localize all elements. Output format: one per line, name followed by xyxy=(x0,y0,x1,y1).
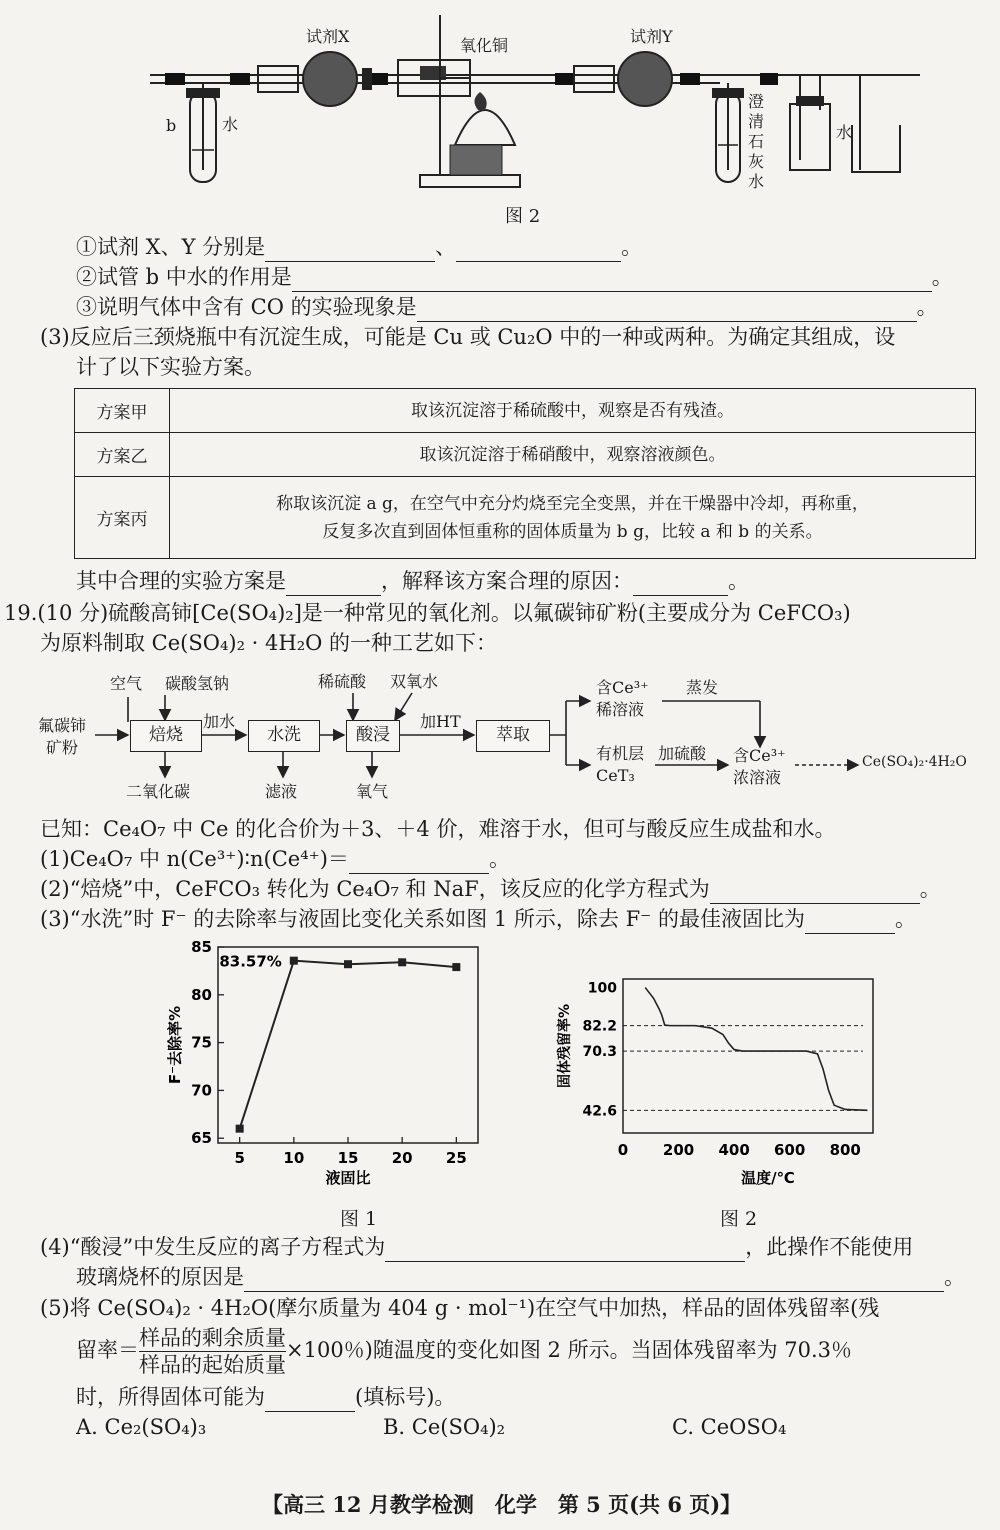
step-wash: 水洗 xyxy=(248,720,320,752)
plan-name: 方案乙 xyxy=(75,433,170,477)
label-add-h2so4: 加硫酸 xyxy=(658,744,707,763)
q19-p4-line2: 玻璃烧杯的原因是 。 xyxy=(76,1262,965,1292)
x-tick-label: 20 xyxy=(391,1149,413,1167)
label-add-water: 加水 xyxy=(203,712,236,731)
step-acid-leach: 酸浸 xyxy=(346,720,400,752)
q18-part3-line1: (3)反应后三颈烧瓶中有沉淀生成，可能是 Cu 或 Cu₂O 中的一种或两种。为确定其组成，设 xyxy=(40,325,896,349)
y-tick-label: 75 xyxy=(191,1033,212,1052)
label-dilute-ce: 含Ce³⁺ 稀溶液 xyxy=(596,678,649,719)
y-tick-label: 42.6 xyxy=(582,1103,617,1120)
q19-p3: (3)“水洗”时 F⁻ 的去除率与液固比变化关系如图 1 所示，除去 F⁻ 的最佳液固比为 。 xyxy=(40,904,916,934)
label-nahco3: 碳酸氢钠 xyxy=(165,674,230,693)
x-tick-label: 600 xyxy=(774,1141,806,1159)
y-tick-label: 85 xyxy=(191,938,212,956)
option-a: A. Ce₂(SO₄)₃ xyxy=(76,1415,207,1439)
q19-p5-line2: 留率＝ $\frac{\text{样品的剩余质量}}{\text{样品的起始质量}}$ ×100％)随温度的变化如图 2 所示。当固体残留率为 70.3％ xyxy=(76,1326,853,1377)
data-point xyxy=(452,963,460,971)
table-row xyxy=(75,477,976,559)
y-tick-label: 100 xyxy=(587,980,617,997)
q18-conclusion: 其中合理的实验方案是 ，解释该方案合理的原因： 。 xyxy=(76,566,749,596)
label-water-1: 水 xyxy=(222,115,239,134)
data-point xyxy=(290,957,298,965)
label-co2: 二氧化碳 xyxy=(126,782,191,801)
plan-desc: 称取该沉淀 a g，在空气中充分灼烧至完全变黑，并在干燥器中冷却，再称重， 反复多次直到固体恒重称的固体质量为 b g，比较 a 和 b 的关系。 xyxy=(170,477,976,559)
answer-blank[interactable] xyxy=(710,881,920,904)
step-extract: 萃取 xyxy=(476,720,550,752)
label-limewater: 澄 清 石 灰 水 xyxy=(748,92,765,191)
data-point xyxy=(236,1125,244,1133)
plan-name: 方案丙 xyxy=(75,477,170,559)
plans-table xyxy=(74,388,976,559)
y-tick-label: 65 xyxy=(191,1129,212,1148)
answer-blank[interactable] xyxy=(265,239,435,262)
residual-rate-fraction: $\frac{\text{样品的剩余质量}}{\text{样品的起始质量}}$ xyxy=(139,1326,286,1377)
figure-caption-2: 图 2 xyxy=(505,206,541,227)
drying-tube-y xyxy=(574,66,614,92)
label-dilute-h2so4: 稀硫酸 xyxy=(318,672,367,691)
chart2-caption: 图 2 xyxy=(720,1208,758,1230)
answer-blank[interactable] xyxy=(244,1269,944,1292)
label-product: Ce(SO₄)₂·4H₂O xyxy=(862,754,967,770)
plot-frame xyxy=(218,947,478,1143)
label-conc-ce: 含Ce³⁺ 浓溶液 xyxy=(733,746,786,787)
answer-blank[interactable] xyxy=(633,573,728,596)
answer-blank[interactable] xyxy=(456,239,621,262)
page-footer: 【高三 12 月教学检测 化学 第 5 页(共 6 页)】 xyxy=(262,1492,742,1517)
label-evaporate: 蒸发 xyxy=(686,678,719,697)
label-add-ht: 加HT xyxy=(420,712,461,731)
apparatus-figure xyxy=(0,0,1000,230)
answer-blank[interactable] xyxy=(292,269,932,292)
q18-sub3: ③说明气体中含有 CO 的实验现象是 。 xyxy=(76,292,938,322)
label-reagent-x: 试剂X xyxy=(306,27,350,46)
chart-f-removal xyxy=(160,935,490,1195)
x-tick-label: 5 xyxy=(234,1149,245,1167)
answer-blank[interactable] xyxy=(286,573,381,596)
option-c: C. CeOSO₄ xyxy=(672,1415,787,1439)
plan-name: 方案甲 xyxy=(75,389,170,433)
y-axis-label: F⁻去除率% xyxy=(166,1005,184,1085)
label-water-2: 水 xyxy=(836,123,853,142)
label-h2o2: 双氧水 xyxy=(390,672,439,691)
answer-blank[interactable] xyxy=(805,911,895,934)
x-axis-label: 液固比 xyxy=(325,1169,371,1187)
chart1-caption: 图 1 xyxy=(340,1208,378,1230)
q19-known: 已知：Ce₄O₇ 中 Ce 的化合价为＋3、＋4 价，难溶于水，但可与酸反应生成盐和水。 xyxy=(40,817,836,841)
label-reagent-y: 试剂Y xyxy=(630,27,673,46)
y-tick-label: 80 xyxy=(191,985,212,1004)
table-row xyxy=(75,433,976,477)
label-copper-oxide: 氧化铜 xyxy=(460,36,509,55)
y-tick-label: 70 xyxy=(191,1081,212,1100)
label-ore: 氟碳铈 矿粉 xyxy=(38,716,87,757)
label-air: 空气 xyxy=(110,674,143,693)
label-filtrate: 滤液 xyxy=(265,782,298,801)
x-tick-label: 200 xyxy=(662,1141,695,1159)
x-axis-label: 温度/℃ xyxy=(741,1169,795,1187)
q18-sub1: ①试剂 X、Y 分别是 、 。 xyxy=(76,232,642,262)
y-tick-label: 82.2 xyxy=(582,1018,617,1035)
q18-part3-line2: 计了以下实验方案。 xyxy=(76,355,265,379)
q19-p1: (1)Ce₄O₇ 中 n(Ce³⁺)∶n(Ce⁴⁺)＝ 。 xyxy=(40,844,510,874)
y-axis-label: 固体残留率% xyxy=(557,1003,573,1089)
q19-p5-line1: (5)将 Ce(SO₄)₂ · 4H₂O(摩尔质量为 404 g · mol⁻¹)在空气中加热，样品的固体残留率(残 xyxy=(40,1296,880,1320)
data-point xyxy=(398,958,406,966)
label-organic: 有机层 CeT₃ xyxy=(596,744,645,785)
reagent-y-bulb xyxy=(618,52,672,106)
q19-p4-line1: (4)“酸浸”中发生反应的离子方程式为 ，此操作不能使用 xyxy=(40,1232,913,1262)
chart-residual-rate xyxy=(545,975,885,1195)
x-tick-label: 15 xyxy=(337,1149,359,1167)
answer-blank[interactable] xyxy=(385,1239,745,1262)
x-tick-label: 10 xyxy=(283,1149,305,1167)
data-point xyxy=(344,960,352,968)
reagent-x-bulb xyxy=(303,52,357,106)
q19-p5-line3: 时，所得固体可能为 (填标号)。 xyxy=(76,1382,455,1412)
drying-tube-x xyxy=(258,66,298,92)
answer-blank[interactable] xyxy=(417,299,917,322)
x-tick-label: 25 xyxy=(445,1149,467,1167)
plan-desc: 取该沉淀溶于稀硝酸中，观察溶液颜色。 xyxy=(170,433,976,477)
alcohol-lamp xyxy=(455,110,515,145)
process-flowchart xyxy=(0,665,1000,805)
table-row xyxy=(75,389,976,433)
x-tick-label: 0 xyxy=(617,1141,629,1159)
annotation-label: 83.57% xyxy=(219,952,282,971)
y-tick-label: 70.3 xyxy=(582,1044,617,1061)
q19-intro-1: 19.(10 分)硫酸高铈[Ce(SO₄)₂]是一种常见的氧化剂。以氟碳铈矿粉(主要成分为 CeFCO₃) xyxy=(4,601,851,625)
q18-sub2: ②试管 b 中水的作用是 。 xyxy=(76,262,953,292)
answer-blank[interactable] xyxy=(265,1389,355,1412)
answer-blank[interactable] xyxy=(349,851,489,874)
q19-p2: (2)“焙烧”中，CeFCO₃ 转化为 Ce₄O₇ 和 NaF，该反应的化学方程式为 。 xyxy=(40,874,941,904)
x-tick-label: 400 xyxy=(718,1141,750,1159)
option-b: B. Ce(SO₄)₂ xyxy=(383,1415,506,1439)
label-oxygen: 氧气 xyxy=(356,782,389,801)
plan-desc: 取该沉淀溶于稀硫酸中，观察是否有残渣。 xyxy=(170,389,976,433)
series-line xyxy=(240,961,457,1129)
q19-intro-2: 为原料制取 Ce(SO₄)₂ · 4H₂O 的一种工艺如下： xyxy=(40,631,498,655)
label-tube-b: b xyxy=(166,116,177,135)
x-tick-label: 800 xyxy=(829,1141,861,1159)
series-line xyxy=(645,988,867,1111)
collection-bottle xyxy=(790,104,830,170)
step-roast: 焙烧 xyxy=(130,720,202,752)
